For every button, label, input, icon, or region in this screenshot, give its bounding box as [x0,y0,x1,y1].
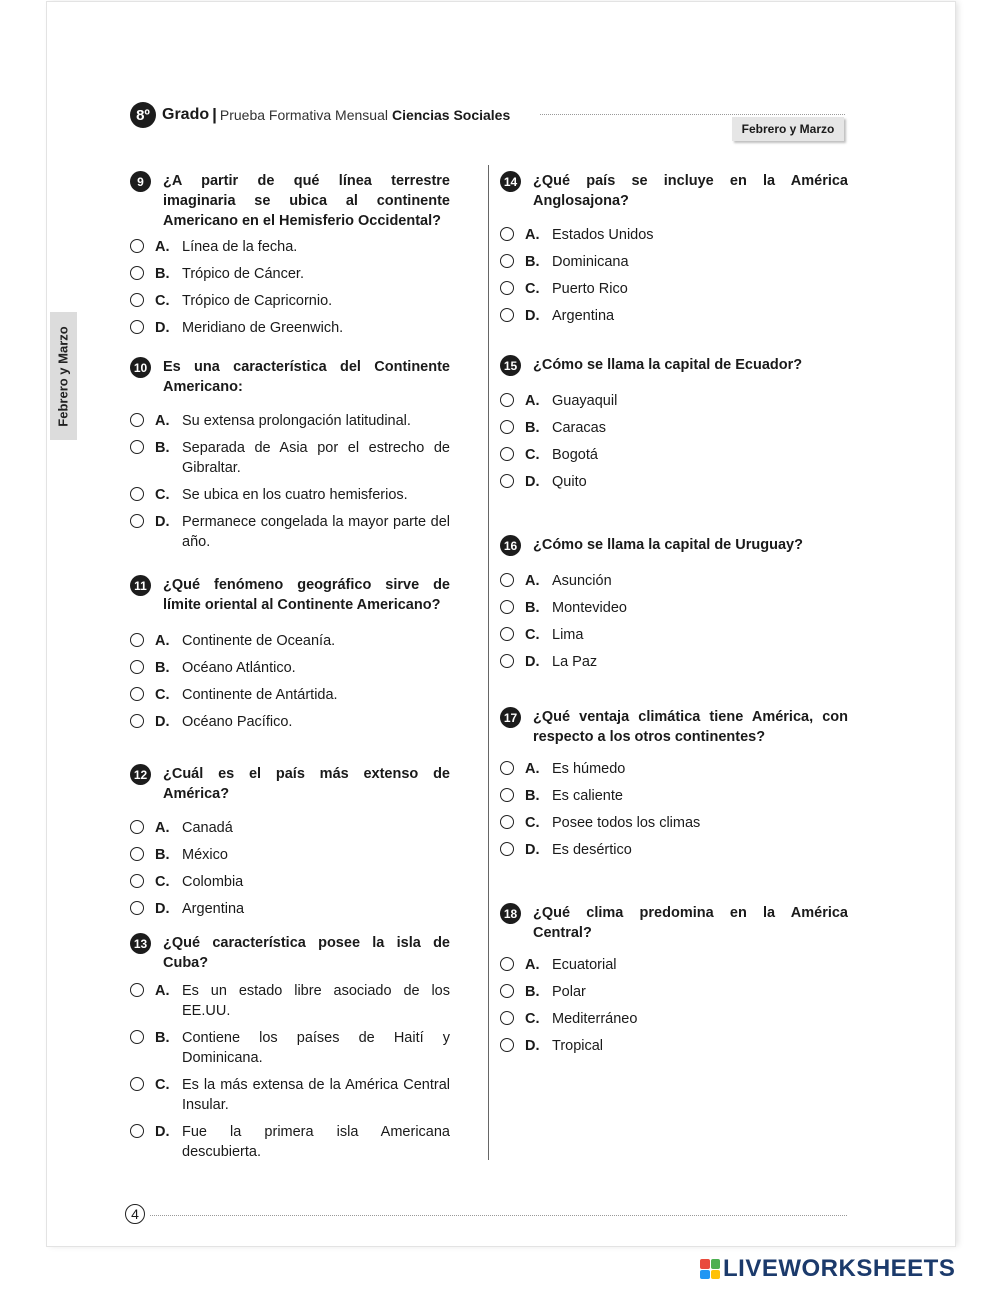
radio-circle-icon[interactable] [130,633,144,647]
radio-circle-icon[interactable] [130,293,144,307]
radio-circle-icon[interactable] [130,874,144,888]
option-d[interactable]: D. Meridiano de Greenwich. [130,318,450,338]
question-number: 10 [130,357,151,378]
question-12 [130,764,450,926]
radio-circle-icon[interactable] [500,393,514,407]
radio-circle-icon[interactable] [500,308,514,322]
question-11 [130,575,450,739]
question-text: ¿Qué fenómeno geográfico sirve de límite oriental al Continente Americano? [163,577,450,613]
option-b[interactable]: B. Montevideo [500,598,848,618]
question-number: 12 [130,764,151,785]
option-a[interactable]: A. Guayaquil [500,391,848,411]
radio-circle-icon[interactable] [500,281,514,295]
option-a[interactable]: A. Canadá [130,818,450,838]
header-separator: | [212,105,217,124]
radio-circle-icon[interactable] [130,266,144,280]
question-text: Es una característica del Continente Americano: [163,359,450,395]
side-month-label: Febrero y Marzo [56,325,72,427]
radio-circle-icon[interactable] [130,1124,144,1138]
radio-circle-icon[interactable] [500,254,514,268]
radio-circle-icon[interactable] [130,901,144,915]
option-d[interactable]: D. Permanece congelada la mayor parte del año. [130,512,450,552]
option-d[interactable]: D. Argentina [500,306,848,326]
option-d[interactable]: D. Océano Pacífico. [130,712,450,732]
option-d[interactable]: D. Tropical [500,1036,848,1056]
footer-divider [150,1215,847,1216]
question-13 [130,933,450,1169]
question-text: ¿Qué clima predomina en la América Central? [533,905,848,941]
brand-watermark [700,1254,955,1284]
option-c[interactable]: C. Bogotá [500,445,848,465]
question-text: ¿Qué país se incluye en la América Anglosajona? [533,173,848,209]
option-a[interactable]: A. Asunción [500,571,848,591]
radio-circle-icon[interactable] [500,600,514,614]
option-c[interactable]: C. Es la más extensa de la América Central Insular. [130,1075,450,1115]
radio-circle-icon[interactable] [500,420,514,434]
radio-circle-icon[interactable] [500,447,514,461]
question-text: ¿A partir de qué línea terrestre imaginaria se ubica al continente Americano en el Hemisferio Occidental? [163,173,450,229]
option-c[interactable]: C. Posee todos los climas [500,813,848,833]
option-b[interactable]: B. Es caliente [500,786,848,806]
option-b[interactable]: B. Separada de Asia por el estrecho de Gibraltar. [130,438,450,478]
option-c[interactable]: C. Se ubica en los cuatro hemisferios. [130,485,450,505]
question-15 [500,355,848,499]
option-b[interactable]: B. Océano Atlántico. [130,658,450,678]
question-16 [500,535,848,679]
question-9 [130,171,450,345]
test-type: Prueba Formativa Mensual [219,107,388,123]
page-number: 4 [125,1204,145,1224]
radio-circle-icon[interactable] [130,660,144,674]
radio-circle-icon[interactable] [500,788,514,802]
option-a[interactable]: A. Su extensa prolongación latitudinal. [130,411,450,431]
option-d[interactable]: D. Quito [500,472,848,492]
option-c[interactable]: C. Continente de Antártida. [130,685,450,705]
option-b[interactable]: B. Trópico de Cáncer. [130,264,450,284]
question-number: 9 [130,171,151,192]
option-a[interactable]: A. Línea de la fecha. [130,237,450,257]
option-a[interactable]: A. Es húmedo [500,759,848,779]
option-d[interactable]: D. Fue la primera isla Americana descubierta. [130,1122,450,1162]
radio-circle-icon[interactable] [130,487,144,501]
question-text: ¿Cómo se llama la capital de Ecuador? [533,357,803,373]
option-d[interactable]: D. La Paz [500,652,848,672]
radio-circle-icon[interactable] [130,847,144,861]
radio-circle-icon[interactable] [130,514,144,528]
radio-circle-icon[interactable] [130,820,144,834]
option-c[interactable]: C. Puerto Rico [500,279,848,299]
subject-title: Ciencias Sociales [391,107,511,123]
radio-circle-icon[interactable] [500,957,514,971]
radio-circle-icon[interactable] [130,687,144,701]
option-b[interactable]: B. Caracas [500,418,848,438]
question-17 [500,707,848,867]
option-a[interactable]: A. Estados Unidos [500,225,848,245]
radio-circle-icon[interactable] [500,1011,514,1025]
option-c[interactable]: C. Lima [500,625,848,645]
header-divider [540,114,845,115]
radio-circle-icon[interactable] [500,227,514,241]
radio-circle-icon[interactable] [130,320,144,334]
question-number: 18 [500,903,521,924]
page-header [130,100,510,130]
question-text: ¿Qué característica posee la isla de Cuba? [163,935,450,971]
question-18 [500,903,848,1063]
question-text: ¿Qué ventaja climática tiene América, con respecto a los otros continentes? [533,709,848,745]
question-number: 11 [130,575,151,596]
radio-circle-icon[interactable] [130,1030,144,1044]
question-number: 16 [500,535,521,556]
radio-circle-icon[interactable] [500,474,514,488]
option-a[interactable]: A. Es un estado libre asociado de los EE.UU. [130,981,450,1021]
radio-circle-icon[interactable] [130,239,144,253]
option-c[interactable]: C. Colombia [130,872,450,892]
option-d[interactable]: D. Argentina [130,899,450,919]
grade-badge: 8º [130,102,156,128]
radio-circle-icon[interactable] [500,573,514,587]
option-b[interactable]: B. Contiene los países de Haití y Dominicana. [130,1028,450,1068]
question-10 [130,357,450,559]
month-tab: Febrero y Marzo [732,117,844,141]
radio-circle-icon[interactable] [130,983,144,997]
option-a[interactable]: A. Continente de Oceanía. [130,631,450,651]
question-text: ¿Cuál es el país más extenso de América? [163,766,450,802]
radio-circle-icon[interactable] [500,627,514,641]
option-c[interactable]: C. Mediterráneo [500,1009,848,1029]
radio-circle-icon[interactable] [130,1077,144,1091]
radio-circle-icon[interactable] [130,413,144,427]
radio-circle-icon[interactable] [500,984,514,998]
question-number: 15 [500,355,521,376]
brand-name: LIVEWORKSHEETS [723,1255,956,1282]
radio-circle-icon[interactable] [130,714,144,728]
question-number: 13 [130,933,151,954]
column-divider [488,165,489,1160]
option-d[interactable]: D. Es desértico [500,840,848,860]
radio-circle-icon[interactable] [500,761,514,775]
option-c[interactable]: C. Trópico de Capricornio. [130,291,450,311]
question-14 [500,171,848,333]
radio-circle-icon[interactable] [500,815,514,829]
question-number: 17 [500,707,521,728]
liveworksheets-logo-icon [700,1259,720,1279]
radio-circle-icon[interactable] [500,1038,514,1052]
radio-circle-icon[interactable] [500,654,514,668]
grade-label: Grado [162,106,210,123]
option-b[interactable]: B. México [130,845,450,865]
radio-circle-icon[interactable] [130,440,144,454]
question-text: ¿Cómo se llama la capital de Uruguay? [533,537,803,553]
option-b[interactable]: B. Polar [500,982,848,1002]
radio-circle-icon[interactable] [500,842,514,856]
question-number: 14 [500,171,521,192]
option-b[interactable]: B. Dominicana [500,252,848,272]
option-a[interactable]: A. Ecuatorial [500,955,848,975]
